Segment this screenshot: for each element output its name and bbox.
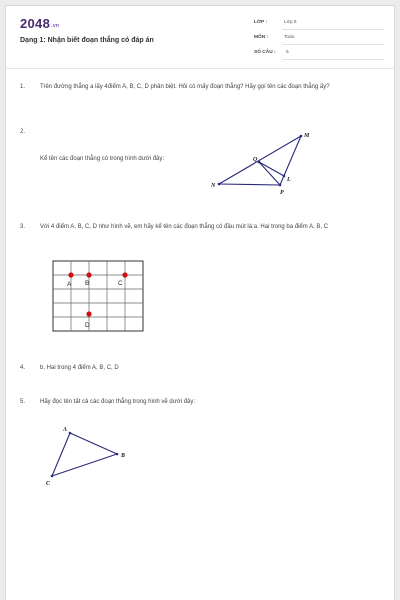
label-b: B: [121, 453, 126, 459]
meta-row-subject: [254, 33, 384, 45]
segment-ab: [70, 433, 117, 454]
question-number: 5.: [20, 399, 26, 405]
meta-row-class: [254, 18, 384, 30]
label-p: P: [280, 190, 284, 196]
label-a: A: [63, 427, 68, 433]
question-number: 2.: [20, 129, 26, 135]
question-2-caption: Kể tên các đoạn thẳng có trong hình dưới đây:: [40, 156, 165, 162]
meta-label-subject: MÔN :: [254, 35, 269, 40]
meta-label-count: SỐ CÂU :: [254, 50, 276, 55]
meta-value-count: 5: [286, 50, 289, 55]
point-l: [283, 175, 286, 178]
grid-label-b: B: [85, 280, 90, 287]
point-p: [279, 184, 282, 187]
meta-value-subject: Toán: [284, 35, 295, 40]
question-text: b. Hai trong 4 điểm A, B, C, D: [40, 365, 119, 371]
question-text: Trên đường thẳng a lấy 4điểm A, B, C, D phân biệt. Hỏi có mấy đoạn thẳng? Hãy gọi tên các đoạn thẳng ấy?: [40, 84, 330, 90]
meta-underline: [282, 44, 384, 45]
worksheet-page: [5, 5, 395, 600]
meta-underline: [282, 29, 384, 30]
figure-q3-grid: [52, 260, 148, 336]
page-title: Dạng 1: Nhận biết đoạn thẳng có đáp án: [20, 37, 154, 44]
question-number: 3.: [20, 224, 26, 230]
segment-ac: [52, 433, 70, 476]
segment-cb: [52, 454, 117, 476]
point-a: [69, 432, 72, 435]
point-c: [51, 475, 54, 478]
point-q: [258, 161, 261, 164]
meta-underline: [282, 59, 384, 60]
grid-point-b: [86, 272, 91, 277]
grid-point-c: [122, 272, 127, 277]
grid-point-d: [86, 311, 91, 316]
point-n: [218, 183, 221, 186]
segment-np: [219, 184, 280, 185]
grid-label-a: A: [67, 281, 72, 288]
site-logo[interactable]: [20, 16, 59, 31]
label-l: L: [287, 177, 291, 183]
meta-value-class: Lớp 6: [284, 20, 297, 25]
question-number: 1.: [20, 84, 26, 90]
logo-text: 2048: [20, 16, 51, 31]
logo-suffix: .vn: [51, 23, 60, 29]
header-divider: [6, 68, 394, 69]
point-b: [116, 453, 119, 456]
worksheet-header: [6, 6, 394, 68]
figure-q2-triangle: [201, 126, 321, 206]
question-text: Với 4 điểm A, B, C, D như hình vẽ, em hãy kể tên các đoạn thẳng có đầu mút là:a. Hai trong ba điểm A, B, C: [40, 224, 329, 230]
meta-label-class: LỚP :: [254, 20, 268, 25]
meta-row-count: [254, 48, 384, 60]
question-number: 4.: [20, 365, 26, 371]
grid-label-d: D: [85, 322, 90, 329]
segment-qp: [259, 162, 280, 185]
grid-point-a: [68, 272, 73, 277]
figure-q5-triangle: [36, 419, 136, 489]
label-q: Q: [253, 157, 258, 163]
question-text: Hãy đọc tên tất cả các đoạn thẳng trong hình vẽ dưới đây:: [40, 399, 196, 405]
label-n: N: [211, 183, 216, 189]
label-m: M: [304, 133, 310, 139]
segment-ql: [259, 162, 284, 176]
label-c: C: [46, 481, 51, 487]
point-m: [300, 135, 303, 138]
grid-label-c: C: [118, 280, 123, 287]
